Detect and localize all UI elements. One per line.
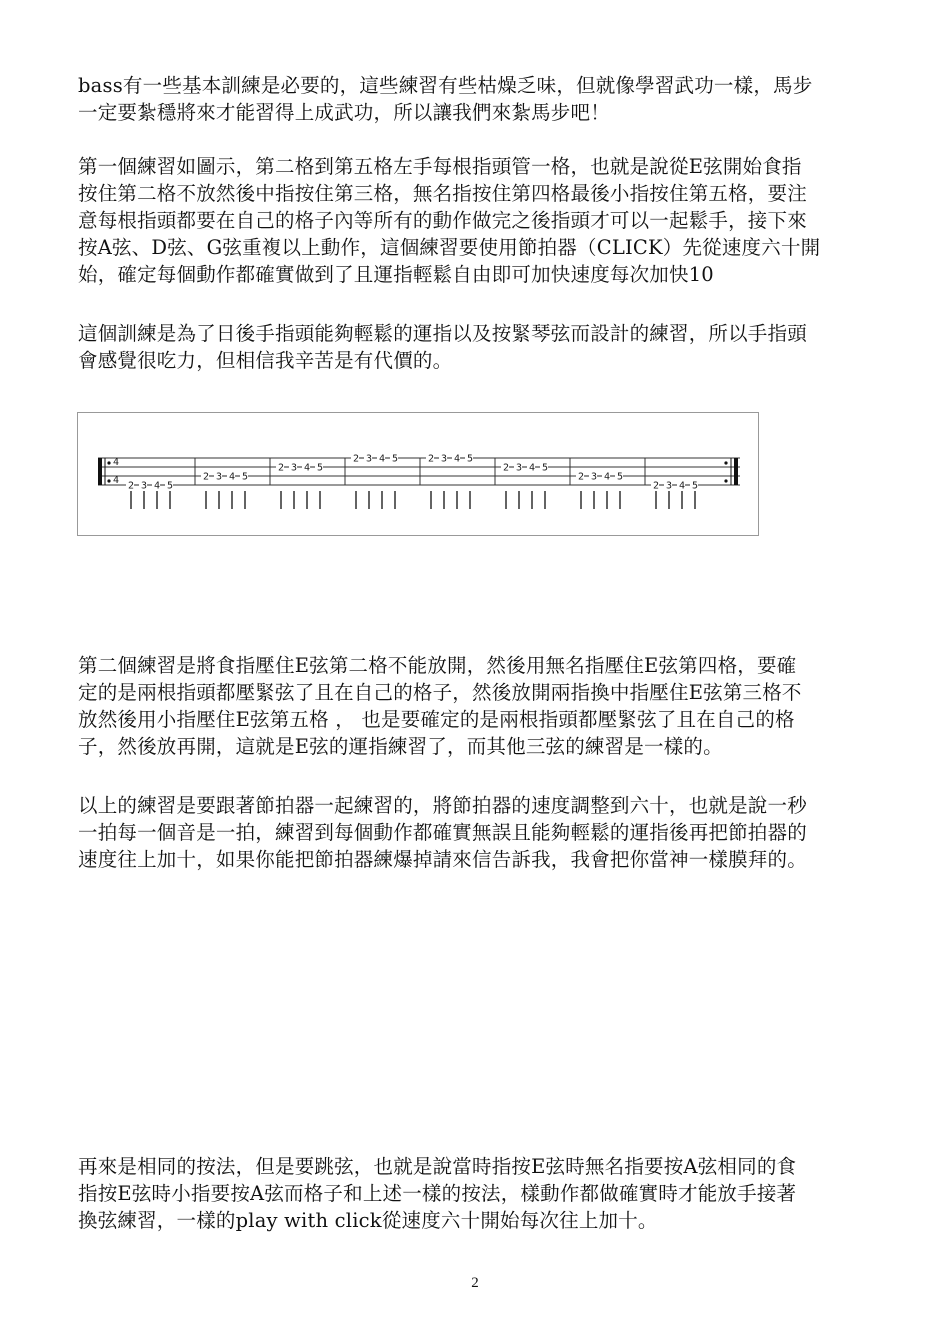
repeat-dot bbox=[724, 479, 727, 482]
fret-number: 4 bbox=[454, 453, 461, 465]
time-signature-top: 4 bbox=[113, 457, 120, 468]
fret-number: 5 bbox=[167, 480, 174, 492]
string-skip-paragraph: 再來是相同的按法，但是要跳弦，也就是說當時指按E弦時無名指要按A弦相同的食 指按E弦時小指要按A弦而格子和上述一樣的按法，樣動作都做確實時才能放手接著 換弦練習，一樣的play with click從速度六十開始每次往上加十。 bbox=[78, 1155, 797, 1232]
fret-number: 5 bbox=[617, 471, 624, 483]
fret-number: 2 bbox=[278, 462, 285, 474]
metronome-paragraph: 以上的練習是要跟著節拍器一起練習的，將節拍器的速度調整到六十，也就是說一秒 一拍每一個音是一拍，練習到每個動作都確實無誤且能夠輕鬆的運指後再把節拍器的 速度往上加十，如果你能把節拍器練爆掉請來信告訴我，我會把你當神一樣膜拜的。 bbox=[78, 794, 807, 871]
fret-number: 4 bbox=[229, 471, 236, 483]
fret-number: 3 bbox=[666, 480, 673, 492]
fret-number: 2 bbox=[203, 471, 210, 483]
fret-number: 3 bbox=[366, 453, 373, 465]
fret-number: 3 bbox=[591, 471, 598, 483]
exercise-two-paragraph: 第二個練習是將食指壓住E弦第二格不能放開，然後用無名指壓住E弦第四格，要確 定的是兩根指頭都壓緊弦了且在自己的格子，然後放開兩指換中指壓住E弦第三格不 放然後用小指壓住E弦第五格 ， 也是要確定的是兩根指頭都壓緊弦了且在自己的格 子，然後放再開，這就是E弦的運指練習了，而其他三弦的練習是一樣的。 bbox=[78, 654, 802, 758]
page-number: 2 bbox=[471, 1275, 479, 1291]
bass-tab-staff bbox=[78, 413, 758, 535]
fret-number: 2 bbox=[353, 453, 360, 465]
fret-number: 4 bbox=[529, 462, 536, 474]
repeat-dot bbox=[107, 479, 110, 482]
fret-number: 3 bbox=[516, 462, 523, 474]
fret-number: 3 bbox=[141, 480, 148, 492]
fret-number: 3 bbox=[291, 462, 298, 474]
fret-number: 4 bbox=[379, 453, 386, 465]
repeat-dot bbox=[724, 461, 727, 464]
fret-number: 2 bbox=[503, 462, 510, 474]
fret-number: 5 bbox=[467, 453, 474, 465]
fret-number: 3 bbox=[216, 471, 223, 483]
fret-number: 3 bbox=[441, 453, 448, 465]
fret-number: 5 bbox=[542, 462, 549, 474]
end-bar-thick bbox=[734, 458, 738, 485]
exercise-purpose-paragraph: 這個訓練是為了日後手指頭能夠輕鬆的運指以及按緊琴弦而設計的練習，所以手指頭 會感覺很吃力，但相信我辛苦是有代價的。 bbox=[78, 322, 807, 372]
repeat-bar-thick bbox=[98, 458, 102, 485]
fret-number: 4 bbox=[679, 480, 686, 492]
repeat-dot bbox=[107, 461, 110, 464]
fret-number: 4 bbox=[604, 471, 611, 483]
fret-number: 4 bbox=[154, 480, 161, 492]
fret-number: 5 bbox=[392, 453, 399, 465]
intro-paragraph: bass有一些基本訓練是必要的，這些練習有些枯燥乏味，但就像學習武功一樣，馬步 一定要紮穩將來才能習得上成武功，所以讓我們來紮馬步吧！ bbox=[78, 74, 813, 124]
fret-number: 2 bbox=[653, 480, 660, 492]
fret-number: 5 bbox=[317, 462, 324, 474]
fret-number: 2 bbox=[578, 471, 585, 483]
exercise-one-paragraph: 第一個練習如圖示，第二格到第五格左手每根指頭管一格，也就是說從E弦開始食指 按住第二格不放然後中指按住第三格，無名指按住第四格最後小指按住第五格，要注 意每根指頭都要在自己的格子內等所有的動作做完之後指頭才可以一起鬆手，接下來 按A弦、D弦、G弦重複以上動作，這個練習要使用節拍器（CLICK）先從速度六十開 始，確定每個動作都確實做到了且運指輕鬆自由即可加快速度每次加快10 bbox=[78, 155, 821, 286]
fret-number: 4 bbox=[304, 462, 311, 474]
fret-number: 5 bbox=[692, 480, 699, 492]
fret-number: 5 bbox=[242, 471, 249, 483]
fret-number: 2 bbox=[128, 480, 135, 492]
fret-number: 2 bbox=[428, 453, 435, 465]
bass-tab-figure bbox=[77, 412, 759, 536]
time-signature-bottom: 4 bbox=[113, 475, 120, 486]
